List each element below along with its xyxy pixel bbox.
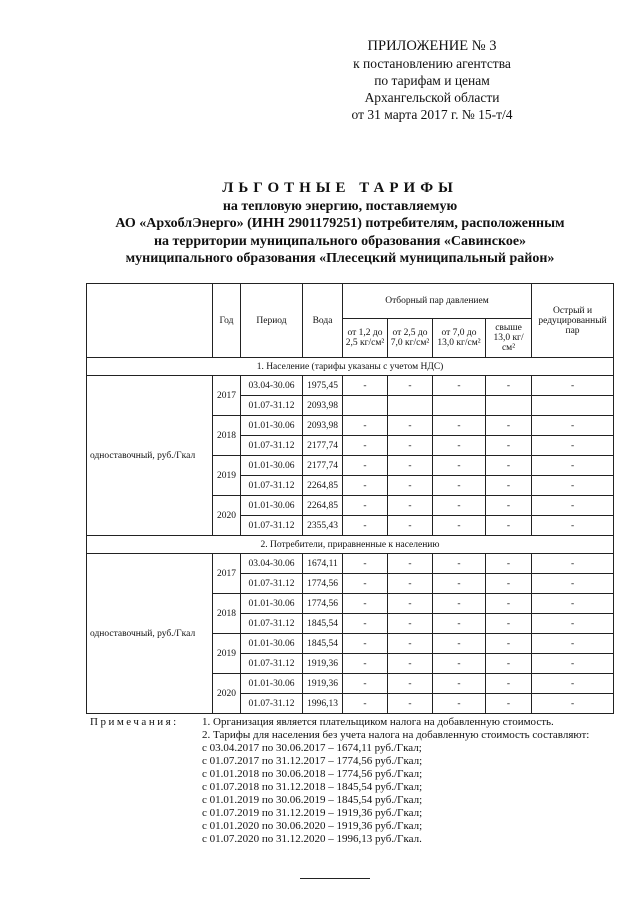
dash-cell: - <box>486 674 532 694</box>
appendix-line: по тарифам и ценам <box>374 73 490 88</box>
notes-body <box>202 716 602 846</box>
appendix-header <box>302 38 562 123</box>
period-cell: 01.07-31.12 <box>241 614 303 634</box>
water-value-cell: 2177,74 <box>303 436 343 456</box>
dash-cell: - <box>433 476 486 496</box>
period-cell: 01.01-30.06 <box>241 634 303 654</box>
dash-cell: - <box>486 694 532 714</box>
period-cell: 01.01-30.06 <box>241 456 303 476</box>
dash-cell: - <box>388 496 433 516</box>
title-line: муниципального образования «Плесецкий муниципальный район» <box>125 251 555 266</box>
note-line: с 03.04.2017 по 30.06.2017 – 1674,11 руб./Гкал; <box>202 742 422 754</box>
dash-cell: - <box>532 634 614 654</box>
dash-cell: - <box>486 516 532 536</box>
note-line: с 01.07.2018 по 31.12.2018 – 1845,54 руб./Гкал; <box>202 781 423 793</box>
year-cell: 2020 <box>213 674 241 714</box>
period-cell: 01.01-30.06 <box>241 416 303 436</box>
dash-cell: - <box>343 694 388 714</box>
year-cell: 2017 <box>213 554 241 594</box>
dash-cell: - <box>433 516 486 536</box>
dash-cell: - <box>433 554 486 574</box>
dash-cell: - <box>486 376 532 396</box>
note-line: с 01.07.2019 по 31.12.2019 – 1919,36 руб./Гкал; <box>202 807 423 819</box>
dash-cell: - <box>433 694 486 714</box>
section-row <box>87 536 614 554</box>
dash-cell: - <box>433 654 486 674</box>
appendix-number: ПРИЛОЖЕНИЕ № 3 <box>367 38 497 54</box>
period-cell: 03.04-30.06 <box>241 554 303 574</box>
header-pressure-3: от 7,0 до 13,0 кг/см² <box>433 319 486 358</box>
dash-cell: - <box>388 634 433 654</box>
water-value-cell: 1674,11 <box>303 554 343 574</box>
dash-cell: - <box>343 476 388 496</box>
dash-cell: - <box>486 456 532 476</box>
dash-cell: - <box>343 554 388 574</box>
row-label: одноставочный, руб./Гкал <box>87 554 213 714</box>
note-line: с 01.01.2019 по 30.06.2019 – 1845,54 руб./Гкал; <box>202 794 423 806</box>
year-cell: 2020 <box>213 496 241 536</box>
header-pressure-2: от 2,5 до 7,0 кг/см² <box>388 319 433 358</box>
row-label: одноставочный, руб./Гкал <box>87 376 213 536</box>
note-line: с 01.07.2017 по 31.12.2017 – 1774,56 руб./Гкал; <box>202 755 423 767</box>
dash-cell: - <box>433 574 486 594</box>
table-row <box>87 376 614 396</box>
dash-cell: - <box>486 574 532 594</box>
dash-cell: - <box>343 674 388 694</box>
water-value-cell: 1996,13 <box>303 694 343 714</box>
dash-cell: - <box>388 476 433 496</box>
water-value-cell: 2093,98 <box>303 396 343 416</box>
note-line: с 01.01.2018 по 30.06.2018 – 1774,56 руб./Гкал; <box>202 768 423 780</box>
dash-cell: - <box>433 416 486 436</box>
year-cell: 2018 <box>213 416 241 456</box>
dash-cell: - <box>343 416 388 436</box>
year-cell: 2019 <box>213 634 241 674</box>
dash-cell: - <box>532 654 614 674</box>
dash-cell: - <box>532 456 614 476</box>
title-line: АО «АрхоблЭнерго» (ИНН 2901179251) потребителям, расположенным <box>115 216 565 231</box>
title-main: ЛЬГОТНЫЕ ТАРИФЫ <box>222 180 458 196</box>
year-cell: 2019 <box>213 456 241 496</box>
dash-cell: - <box>433 436 486 456</box>
appendix-line: Архангельской области <box>364 90 500 105</box>
section-row <box>87 358 614 376</box>
closing-line <box>300 878 370 879</box>
tariff-table <box>86 283 614 714</box>
dash-cell: - <box>343 574 388 594</box>
header-pressure-4: свыше 13,0 кг/см² <box>486 319 532 358</box>
dash-cell: - <box>532 574 614 594</box>
period-cell: 01.07-31.12 <box>241 694 303 714</box>
period-cell: 01.01-30.06 <box>241 674 303 694</box>
dash-cell: - <box>343 436 388 456</box>
dash-cell: - <box>433 376 486 396</box>
period-cell: 01.01-30.06 <box>241 496 303 516</box>
dash-cell: - <box>532 614 614 634</box>
section-title: 1. Население (тарифы указаны с учетом НДС) <box>87 358 614 376</box>
water-value-cell: 1845,54 <box>303 614 343 634</box>
dash-cell: - <box>532 594 614 614</box>
header-empty <box>87 284 213 358</box>
water-value-cell: 1975,45 <box>303 376 343 396</box>
dash-cell: - <box>532 674 614 694</box>
dash-cell: - <box>343 496 388 516</box>
dash-cell: - <box>388 554 433 574</box>
water-value-cell: 2264,85 <box>303 496 343 516</box>
appendix-date: от 31 марта 2017 г. № 15-т/4 <box>351 107 513 122</box>
table-header-row <box>87 284 614 319</box>
dash-cell: - <box>433 496 486 516</box>
dash-cell <box>433 396 486 416</box>
dash-cell: - <box>486 436 532 456</box>
dash-cell: - <box>433 614 486 634</box>
title-line: на территории муниципального образования «Савинское» <box>153 233 527 249</box>
document-title <box>80 180 600 268</box>
dash-cell: - <box>433 634 486 654</box>
period-cell: 01.07-31.12 <box>241 396 303 416</box>
note-line: с 01.01.2020 по 30.06.2020 – 1919,36 руб./Гкал; <box>202 820 423 832</box>
period-cell: 01.01-30.06 <box>241 594 303 614</box>
header-period: Период <box>241 284 303 358</box>
dash-cell: - <box>532 516 614 536</box>
dash-cell: - <box>388 594 433 614</box>
dash-cell: - <box>532 376 614 396</box>
dash-cell: - <box>388 416 433 436</box>
year-cell: 2018 <box>213 594 241 634</box>
period-cell: 03.04-30.06 <box>241 376 303 396</box>
dash-cell: - <box>532 436 614 456</box>
dash-cell: - <box>532 694 614 714</box>
section-title: 2. Потребители, приравненные к населению <box>87 536 614 554</box>
dash-cell: - <box>343 634 388 654</box>
period-cell: 01.07-31.12 <box>241 574 303 594</box>
period-cell: 01.07-31.12 <box>241 476 303 496</box>
dash-cell: - <box>486 614 532 634</box>
dash-cell: - <box>343 376 388 396</box>
header-sharp-steam: Острый и редуцированный пар <box>532 284 614 358</box>
dash-cell: - <box>486 654 532 674</box>
header-steam: Отборный пар давлением <box>343 284 532 319</box>
dash-cell: - <box>343 594 388 614</box>
water-value-cell: 2264,85 <box>303 476 343 496</box>
dash-cell: - <box>388 456 433 476</box>
dash-cell: - <box>532 476 614 496</box>
water-value-cell: 1774,56 <box>303 574 343 594</box>
dash-cell <box>388 396 433 416</box>
dash-cell: - <box>486 416 532 436</box>
title-line: на тепловую энергию, поставляемую <box>222 198 458 214</box>
period-cell: 01.07-31.12 <box>241 516 303 536</box>
dash-cell: - <box>388 516 433 536</box>
note-line: 1. Организация является плательщиком налога на добавленную стоимость. <box>202 716 554 728</box>
dash-cell: - <box>532 416 614 436</box>
dash-cell: - <box>388 376 433 396</box>
dash-cell: - <box>388 574 433 594</box>
period-cell: 01.07-31.12 <box>241 654 303 674</box>
dash-cell: - <box>486 594 532 614</box>
dash-cell: - <box>343 516 388 536</box>
dash-cell: - <box>433 456 486 476</box>
dash-cell <box>343 396 388 416</box>
dash-cell: - <box>343 456 388 476</box>
water-value-cell: 2355,43 <box>303 516 343 536</box>
header-year: Год <box>213 284 241 358</box>
water-value-cell: 1845,54 <box>303 634 343 654</box>
dash-cell: - <box>532 554 614 574</box>
dash-cell: - <box>486 634 532 654</box>
dash-cell: - <box>388 614 433 634</box>
dash-cell: - <box>343 614 388 634</box>
dash-cell: - <box>388 436 433 456</box>
water-value-cell: 2177,74 <box>303 456 343 476</box>
dash-cell: - <box>486 554 532 574</box>
dash-cell <box>486 396 532 416</box>
water-value-cell: 1774,56 <box>303 594 343 614</box>
dash-cell <box>532 396 614 416</box>
dash-cell: - <box>388 674 433 694</box>
water-value-cell: 2093,98 <box>303 416 343 436</box>
dash-cell: - <box>343 654 388 674</box>
dash-cell: - <box>388 654 433 674</box>
dash-cell: - <box>388 694 433 714</box>
appendix-line: к постановлению агентства <box>353 56 511 71</box>
dash-cell: - <box>433 674 486 694</box>
table-row <box>87 554 614 574</box>
dash-cell: - <box>486 496 532 516</box>
water-value-cell: 1919,36 <box>303 654 343 674</box>
dash-cell: - <box>433 594 486 614</box>
note-line: с 01.07.2020 по 31.12.2020 – 1996,13 руб./Гкал. <box>202 833 422 845</box>
dash-cell: - <box>532 496 614 516</box>
header-pressure-1: от 1,2 до 2,5 кг/см² <box>343 319 388 358</box>
water-value-cell: 1919,36 <box>303 674 343 694</box>
dash-cell: - <box>486 476 532 496</box>
period-cell: 01.07-31.12 <box>241 436 303 456</box>
note-line: 2. Тарифы для населения без учета налога на добавленную стоимость составляют: <box>202 729 590 741</box>
year-cell: 2017 <box>213 376 241 416</box>
notes-label: Примечания: <box>90 716 179 728</box>
header-water: Вода <box>303 284 343 358</box>
